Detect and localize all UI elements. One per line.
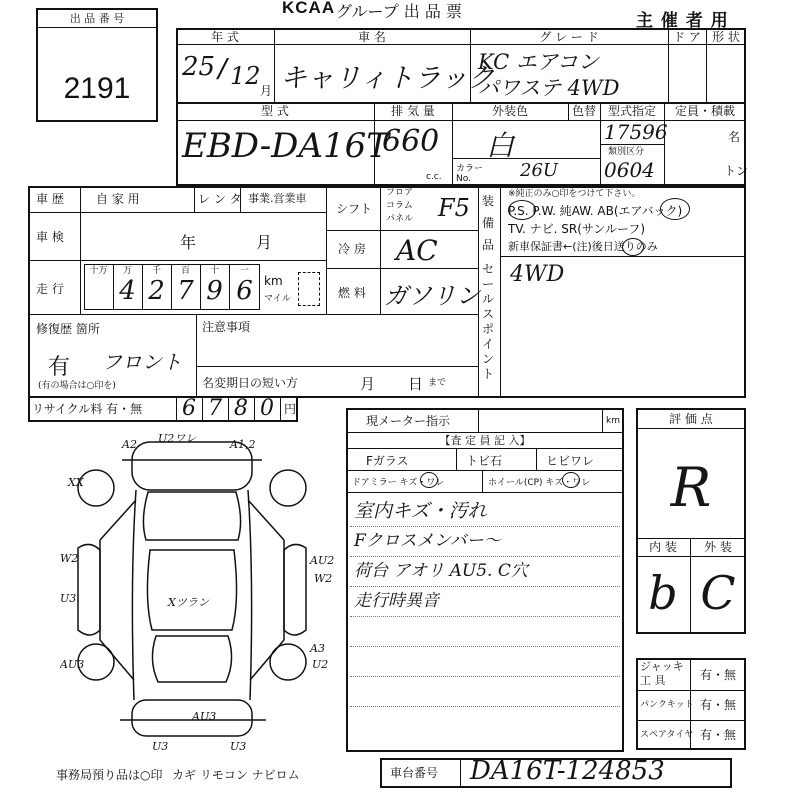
damage-mark: U3	[60, 592, 77, 605]
brand-logo: KCAA	[282, 0, 336, 17]
interior-label: 内 装	[649, 540, 677, 554]
history-rental[interactable]: レ ン タ	[198, 192, 242, 206]
mileage-digit: 4	[119, 276, 136, 306]
exterior-color-label: 外装色	[491, 104, 528, 118]
car-name-label: 車 名	[358, 30, 386, 44]
mile-checkbox[interactable]	[298, 272, 320, 306]
recycle-digit: 7	[208, 396, 222, 421]
digit-header: 十	[209, 266, 219, 276]
inspection-note: 走行時異音	[354, 591, 439, 611]
car-name-value: キャリィトラック	[280, 63, 495, 94]
puncture-kit-label: パンクキット	[640, 700, 694, 710]
repair-history-value: 有	[48, 355, 71, 380]
model-designation-label: 型式指定	[607, 104, 656, 118]
front-glass-label: Fガラス	[366, 454, 409, 468]
exterior-color-value: 白	[486, 129, 515, 162]
mileage-label: 走 行	[36, 282, 64, 296]
sales-point-label: セールスポイント	[482, 262, 495, 381]
inspection-note: 室内キズ・汚れ	[354, 500, 487, 522]
digit-header: 千	[151, 266, 161, 276]
history-label: 車 歴	[36, 192, 64, 206]
damage-mark: W2	[60, 552, 79, 565]
damage-mark: AU3	[192, 710, 217, 723]
recycle-digit: 0	[260, 396, 274, 421]
color-no-value: 26U	[520, 160, 559, 181]
mileage-digit: 7	[177, 276, 194, 306]
chassis-number: DA16T-124853	[470, 756, 665, 786]
year-label: 年 式	[211, 30, 239, 44]
wheel-label: ホイール(CP) キズ・ワレ	[488, 478, 591, 488]
shift-label: シフト	[336, 202, 373, 216]
inspection-month-unit: 月	[256, 233, 273, 252]
mileage-digit: 2	[148, 276, 165, 306]
yen-unit: 円	[284, 402, 297, 416]
equipment-line1: P.S. P.W. 純AW. AB(エアバック)	[508, 204, 683, 218]
damage-mark: U3	[230, 740, 247, 753]
damage-mark: XX	[68, 476, 84, 489]
class-value: 0604	[604, 158, 655, 182]
digit-header: 百	[180, 266, 190, 276]
color-change-label: 色替	[571, 104, 596, 118]
color-no-label: カラー No.	[456, 164, 484, 184]
recycle-digit: 8	[234, 396, 248, 421]
interior-grade: b	[648, 566, 678, 620]
equipment-line3: 新車保証書←(注)後日送りのみ	[508, 240, 658, 253]
deadline-day: 日	[408, 375, 424, 393]
office-note: 事務局預り品は○印	[56, 768, 163, 782]
damage-mark: W2	[314, 572, 333, 585]
equipment-label: 装 備 品	[482, 194, 495, 252]
digit-header: 一	[239, 266, 249, 276]
model-designation-value: 17596	[604, 120, 668, 144]
history-private[interactable]: 自 家 用	[96, 192, 140, 206]
repair-location: フロント	[102, 350, 182, 374]
capacity-label: 定員・積載	[674, 104, 735, 118]
sales-point-value: 4WD	[510, 262, 565, 287]
puncture-choice[interactable]: 有・無	[699, 698, 736, 712]
persons-unit: 名	[728, 130, 741, 144]
ac-label: 冷 房	[338, 242, 366, 256]
exterior-label: 外 装	[704, 540, 732, 554]
shift-column[interactable]: コラム	[386, 201, 413, 211]
mile-unit: マイル	[264, 294, 291, 304]
tons-unit: トン	[724, 164, 749, 178]
chip-label: トビ石	[466, 454, 503, 468]
grade-line1: KC エアコン	[478, 50, 599, 74]
damage-mark: Xツラン	[168, 596, 209, 609]
damage-mark: AU2	[310, 554, 335, 567]
mileage-digit: 6	[236, 276, 253, 306]
meter-label: 現メーター指示	[366, 414, 451, 428]
recycle-digit: 6	[182, 396, 196, 421]
repair-note: (有の場合は○印を)	[38, 381, 116, 391]
jack-label: ジャッキ 工 具	[640, 660, 684, 687]
door-label: ド ア	[673, 30, 701, 44]
inspector-label: 【査 定 員 記 入】	[439, 434, 531, 447]
deadline-label: 名変期日の短い方	[202, 376, 299, 390]
organizer-label: 主 催 者 用	[636, 11, 729, 31]
lot-number: 2191	[63, 72, 131, 105]
inspection-year-unit: 年	[180, 233, 197, 252]
cc-unit: c.c.	[426, 172, 442, 182]
month-value: 12	[230, 62, 261, 90]
crack-label: ヒビワレ	[546, 454, 595, 468]
fuel-label: 燃 料	[338, 286, 366, 300]
model-value: EBD-DA16T	[182, 126, 389, 166]
shape-label: 形 状	[712, 30, 740, 44]
model-label: 型 式	[261, 104, 289, 118]
evaluation-label: 評 価 点	[669, 412, 713, 426]
class-label: 類別区分	[608, 147, 645, 157]
shift-value: F5	[438, 194, 470, 222]
chassis-label: 車台番号	[390, 766, 439, 780]
shift-floor[interactable]: フロア	[386, 188, 414, 198]
inspection-label: 車 検	[36, 230, 64, 244]
damage-mark: U2ワレ	[158, 432, 197, 445]
displacement-label: 排 気 量	[391, 104, 435, 118]
damage-mark: A3	[310, 642, 325, 655]
sheet-title: グループ 出 品 票	[336, 2, 462, 21]
damage-mark: U3	[152, 740, 169, 753]
digit-header: 万	[122, 266, 132, 276]
inspection-note: Fクロスメンバー〜	[354, 531, 501, 551]
damage-mark: A2	[122, 438, 137, 451]
ac-value: AC	[396, 234, 438, 267]
door-mirror-label: ドアミラー キズ・ワレ	[352, 478, 445, 488]
km-unit: km	[264, 274, 283, 288]
inspection-note: 荷台 アオリ AU5. C穴	[354, 561, 528, 581]
exterior-grade: C	[700, 566, 736, 620]
repair-history-label: 修復歴 箇所	[36, 322, 100, 336]
digit-header: 十万	[89, 266, 108, 276]
damage-mark: A1,2	[230, 438, 256, 451]
equipment-note: ※純正のみ○印をつけて下さい。	[508, 189, 641, 199]
spare-choice[interactable]: 有・無	[699, 728, 736, 742]
vehicle-damage-diagram	[60, 430, 350, 760]
meter-km-unit: km	[606, 416, 620, 426]
history-business[interactable]: 事業.営業車	[248, 192, 307, 205]
displacement-value: 660	[382, 124, 440, 159]
equipment-line2: TV. ナビ. SR(サンルーフ)	[508, 222, 646, 236]
shift-panel[interactable]: パネル	[386, 214, 414, 224]
mileage-digit: 9	[206, 276, 223, 306]
deadline-until: まで	[428, 378, 447, 388]
keys-list: カギ リモコン ナビロム	[172, 768, 300, 782]
year-value: 25	[182, 52, 216, 82]
spare-tire-label: スペアタイヤ	[640, 730, 694, 740]
recycle-label: リサイクル料 有・無	[32, 402, 143, 416]
month-unit: 月	[260, 84, 273, 98]
lot-number-label: 出 品 番 号	[69, 12, 125, 25]
evaluation-score: R	[670, 456, 712, 519]
fuel-value: ガソリン	[384, 282, 480, 310]
grade-label: グ レ ー ド	[539, 30, 599, 44]
damage-mark: U2	[312, 658, 329, 671]
deadline-month: 月	[360, 375, 376, 393]
jack-choice[interactable]: 有・無	[699, 668, 736, 682]
caution-label: 注意事項	[202, 320, 251, 334]
damage-mark: AU3	[60, 658, 85, 671]
grade-line2: パワステ 4WD	[478, 76, 620, 100]
